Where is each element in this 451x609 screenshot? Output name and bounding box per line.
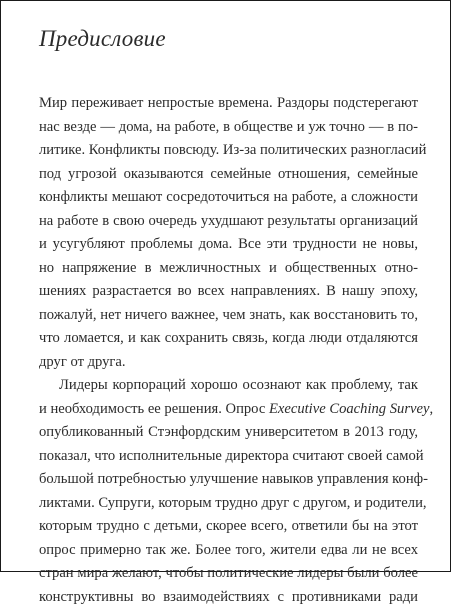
text-line: шениях разрастается во всех направлениях. В нашу эпоху, <box>39 280 418 304</box>
text-line: стран мира желают, чтобы политические лидеры были более <box>39 562 418 586</box>
body-text <box>39 92 418 609</box>
text-line: пожалуй, нет ничего важнее, чем знать, как восстановить то, <box>39 304 418 328</box>
text-line: что ломается, и как сохранить связь, когда люди отдаляются <box>39 327 418 351</box>
text-segment: , <box>429 401 433 417</box>
page-title: Предисловие <box>39 24 166 54</box>
text-line: большой потребностью улучшение навыков управления конф- <box>39 468 418 492</box>
text-line: Лидеры корпораций хорошо осознают как проблему, так <box>39 374 418 398</box>
text-line: друг от друга. <box>39 351 418 375</box>
text-segment: и необходимость ее решения. Опрос <box>39 401 269 417</box>
text-line: под угрозой оказываются семейные отношения, семейные <box>39 163 418 187</box>
text-line: Мир переживает непростые времена. Раздоры подстерегают <box>39 92 418 116</box>
survey-title: Executive Coaching Survey <box>269 401 429 417</box>
text-line: и усугубляют проблемы дома. Все эти трудности не новы, <box>39 233 418 257</box>
text-line: опрос примерно так же. Более того, жители едва ли не всех <box>39 539 418 563</box>
text-line: нас везде — дома, на работе, в обществе и уж точно — в по- <box>39 116 418 140</box>
text-line: показал, что исполнительные директора считают своей самой <box>39 445 418 469</box>
paragraph-2 <box>39 374 418 609</box>
text-line: опубликованный Стэнфордским университетом в 2013 году, <box>39 421 418 445</box>
paragraph-1 <box>39 92 418 374</box>
text-line: которым трудно с детьми, скорее всего, ответили бы на этот <box>39 515 418 539</box>
text-line: литике. Конфликты повсюду. Из-за политических разногласий <box>39 139 418 163</box>
text-line: конструктивны во взаимодействиях с противниками ради <box>39 586 418 609</box>
text-line: но напряжение в межличностных и общественных отно- <box>39 257 418 281</box>
text-line: конфликты мешают сосредоточиться на работе, а сложности <box>39 186 418 210</box>
text-line: на работе в свою очередь ухудшают результаты организаций <box>39 210 418 234</box>
text-line: ликтами. Супруги, которым трудно друг с другом, и родители, <box>39 492 418 516</box>
text-line-with-survey <box>39 398 418 422</box>
